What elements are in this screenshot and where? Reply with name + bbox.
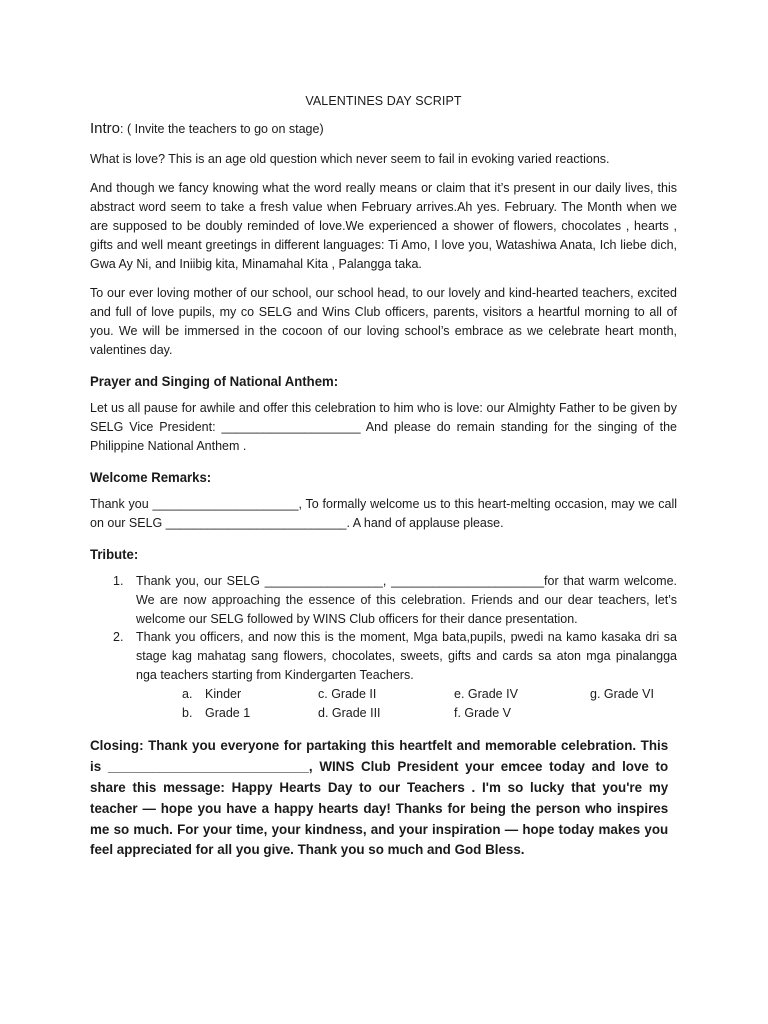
grade-item	[454, 704, 590, 723]
welcome-paragraph: Thank you _____________________, To formally welcome us to this heart-melting occasion, may we call on our SELG __________________________. A hand of applause please.	[90, 497, 677, 530]
list-item-number: 1.	[113, 574, 124, 588]
grade-label: d. Grade III	[318, 705, 381, 720]
grade-label: g. Grade VI	[590, 686, 654, 701]
intro-label: Intro	[90, 120, 121, 137]
intro-instruction: : ( Invite the teachers to go on stage)	[120, 122, 324, 136]
prayer-paragraph: Let us all pause for awhile and offer this celebration to him who is love: our Almighty Father to be given by SELG Vice President: ____________________ And please do remain standing for the singing of the Philippine National Anthem .	[90, 401, 677, 453]
list-item	[90, 572, 677, 628]
grade-letter: a.	[182, 686, 193, 701]
grade-label: Kinder	[205, 686, 242, 701]
grade-list	[182, 685, 677, 723]
grade-item	[454, 685, 590, 704]
list-item-number: 2.	[113, 630, 124, 645]
tribute-list	[90, 572, 677, 722]
grade-item	[318, 704, 454, 723]
grade-label: Grade 1	[205, 705, 251, 720]
grade-label: c. Grade II	[318, 686, 377, 701]
prayer-heading: Prayer and Singing of National Anthem:	[90, 373, 339, 389]
list-item-text: Thank you, our SELG _________________, ______________________for that warm welcome. We are now approaching the essence of this celebration. Friends and our dear teachers, let’s welcome our SELG followed by WINS Club officers for their dance presentation.	[136, 574, 677, 626]
intro-paragraph-1: What is love? This is an age old question which never seem to fail in evoking varied reactions.	[90, 152, 610, 166]
grade-item	[182, 685, 318, 704]
intro-paragraph-3: To our ever loving mother of our school, our school head, to our lovely and kind-hearted teachers, excited and full of love pupils, my co SELG and Wins Club officers, parents, visitors a heartful morning to all of you. We will be immersed in the cocoon of our loving school’s embrace as we celebrate heart month, valentines day.	[90, 286, 677, 357]
list-item-text: Thank you officers, and now this is the moment, Mga bata,pupils, pwedi na kamo kasaka dri sa stage kag mahatag sang flowers, chocolates, sweets, gifts and cards sa aton mga pinalangga nga teachers starting from Kindergarten Teachers.	[136, 630, 677, 682]
grade-item	[590, 685, 710, 704]
welcome-heading: Welcome Remarks:	[90, 469, 212, 485]
grade-label: e. Grade IV	[454, 686, 518, 701]
grade-item	[182, 704, 318, 723]
tribute-heading: Tribute:	[90, 546, 139, 562]
grade-item	[318, 685, 454, 704]
intro-line	[90, 120, 677, 137]
grade-label: f. Grade V	[454, 705, 511, 720]
page-title: VALENTINES DAY SCRIPT	[305, 94, 462, 108]
intro-paragraph-2: And though we fancy knowing what the word really means or claim that it’s present in our daily lives, this abstract word seem to take a fresh value when February arrives.Ah yes. February. The Month when we are supposed to be doubly reminded of love.We experienced a shower of flowers, chocolates , hearts , gifts and well meant greetings in different languages: Ti Amo, I love you, Watashiwa Anata, Ich liebe dich, Gwa Ay Ni, and Iniibig kita, Minamahal Kita , Palangga taka.	[90, 181, 677, 271]
grade-letter: b.	[182, 705, 193, 720]
list-item	[90, 628, 677, 722]
closing-paragraph: Closing: Thank you everyone for partaking this heartfelt and memorable celebration. This is ___________________________, WINS Club President your emcee today and love to share this message: Happy Hearts Day to our Teachers . I'm so lucky that you're my teacher — hope you have a happy hearts day! Thanks for being the person who inspires me so much. For your time, your kindness, and your inspiration — hope today makes you feel appreciated for all you give. Thank you so much and God Bless.	[90, 738, 669, 858]
